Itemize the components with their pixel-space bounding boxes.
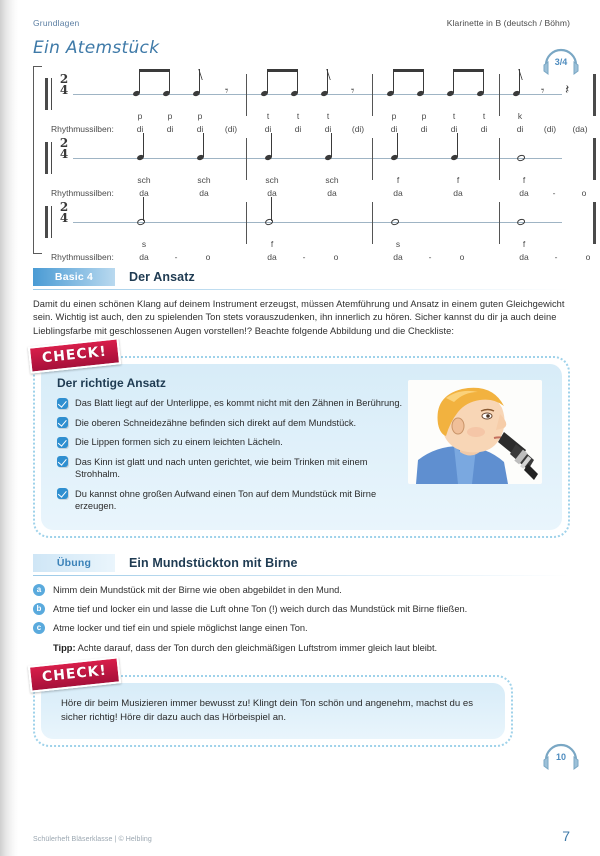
check-panel xyxy=(41,683,505,739)
rhythm-syllable: (da) xyxy=(572,124,588,134)
audio-track-number: 3/4 xyxy=(554,57,568,67)
check-text: Höre dir beim Musizieren immer bewusst zu! Klingt dein Ton schön und angenehm, machst du es sicher richtig! Höre dir dazu auch das Hörbeispiel an. xyxy=(61,697,474,723)
music-notation-system xyxy=(33,64,591,264)
eighth-rest: 𝄾 xyxy=(541,84,545,99)
rhythm-syllable: di xyxy=(450,124,458,134)
header-instrument-label: Klarinette in B (deutsch / Böhm) xyxy=(446,18,570,28)
barline xyxy=(246,138,247,180)
articulation-syllable: p xyxy=(391,111,397,121)
checklist-item xyxy=(57,397,404,410)
articulation-syllable: p xyxy=(137,111,143,121)
rhythm-syllables-label: Rhythmussilben: xyxy=(51,188,114,198)
rhythm-syllable: - xyxy=(554,252,558,262)
beam xyxy=(393,69,423,72)
beam xyxy=(267,69,297,72)
staff-line xyxy=(73,94,562,95)
quarter-rest: 𝄽 xyxy=(565,82,570,98)
boy-with-mouthpiece-illustration xyxy=(408,380,542,484)
rhythm-syllables-label: Rhythmussilben: xyxy=(51,252,114,262)
page-header xyxy=(33,18,570,28)
staff-3 xyxy=(33,192,591,262)
articulation-syllable: t xyxy=(266,111,270,121)
audio-track-number: 10 xyxy=(555,752,566,762)
articulation-syllable: t xyxy=(452,111,456,121)
footer-imprint: Schülerheft Bläserklasse | © Helbling xyxy=(33,836,152,843)
embouchure-illustration xyxy=(408,380,542,484)
audio-track-badge-bottom[interactable] xyxy=(538,741,584,775)
barline xyxy=(246,202,247,244)
rhythm-syllable: (di) xyxy=(351,124,365,134)
barline xyxy=(499,138,500,180)
basic-section xyxy=(33,268,570,338)
rhythm-syllable: o xyxy=(581,188,587,198)
time-signature: 2 4 xyxy=(59,136,69,161)
rhythm-syllable: da xyxy=(267,252,277,262)
checklist-item-text: Du kannst ohne großen Aufwand einen Ton auf dem Mundstück mit Birne erzeugen. xyxy=(75,488,377,512)
rhythm-syllable: o xyxy=(585,252,591,262)
uebung-badge: Übung xyxy=(33,554,115,572)
articulation-syllable: s xyxy=(141,239,147,249)
section-divider xyxy=(33,575,570,576)
staff-2 xyxy=(33,128,587,198)
end-barline xyxy=(593,202,596,244)
staff-line xyxy=(73,158,562,159)
barline xyxy=(372,202,373,244)
rhythm-syllable: di xyxy=(516,124,524,134)
articulation-syllable: k xyxy=(517,111,523,121)
tip-text: Achte darauf, dass der Ton durch den gleichmäßigen Luftstrom immer gleich laut bleibt. xyxy=(77,642,438,653)
checklist xyxy=(57,397,404,513)
uebung-step-list xyxy=(33,584,570,655)
rhythm-syllable: da xyxy=(327,188,337,198)
uebung-section-heading xyxy=(33,554,570,572)
rhythm-syllable: - xyxy=(428,252,432,262)
end-barline xyxy=(593,138,596,180)
rhythm-syllable: (di) xyxy=(543,124,557,134)
rhythm-syllables-label: Rhythmussilben: xyxy=(51,124,114,134)
check-badge: CHECK! xyxy=(28,338,121,374)
page-number: 7 xyxy=(562,828,570,844)
articulation-syllable: p xyxy=(197,111,203,121)
header-chapter-label: Grundlagen xyxy=(33,18,80,28)
rhythm-syllable: o xyxy=(205,252,211,262)
checkmark-icon xyxy=(57,398,68,409)
articulation-syllable: sch xyxy=(137,175,151,185)
articulation-syllable: f xyxy=(522,175,526,185)
basic-badge: Basic 4 xyxy=(33,268,115,286)
rhythm-syllable: di xyxy=(294,124,302,134)
rhythm-syllable: di xyxy=(390,124,398,134)
check-dotted-border xyxy=(33,356,570,538)
basic-section-title: Der Ansatz xyxy=(129,270,195,284)
articulation-syllable: f xyxy=(396,175,400,185)
staff-start-barline xyxy=(45,78,48,110)
articulation-syllable: sch xyxy=(265,175,279,185)
rhythm-syllable: da xyxy=(267,188,277,198)
step-text: Atme tief und locker ein und lasse die Luft ohne Ton (!) weich durch das Mundstück mit Birne fließen. xyxy=(53,603,468,614)
step-text: Nimm dein Mundstück mit der Birne wie oben abgebildet in den Mund. xyxy=(53,584,342,595)
uebung-step xyxy=(33,622,570,635)
basic-section-heading xyxy=(33,268,570,286)
step-marker: a xyxy=(33,584,45,596)
staff-1 xyxy=(33,64,588,134)
checkmark-icon xyxy=(57,417,68,428)
articulation-syllable: sch xyxy=(325,175,339,185)
checkmark-icon xyxy=(57,456,68,467)
staff-start-barline xyxy=(45,206,48,238)
checklist-item-text: Das Blatt liegt auf der Unterlippe, es kommt nicht mit den Zähnen in Berührung. xyxy=(75,398,403,409)
check-box-bottom xyxy=(33,662,513,747)
checklist-item xyxy=(57,417,404,430)
articulation-syllable: t xyxy=(296,111,300,121)
step-marker: b xyxy=(33,603,45,615)
rhythm-syllable: da xyxy=(519,188,529,198)
uebung-step xyxy=(33,584,570,597)
barline xyxy=(372,138,373,180)
checkmark-icon xyxy=(57,488,68,499)
check-title: Der richtige Ansatz xyxy=(57,376,166,391)
articulation-syllable: f xyxy=(456,175,460,185)
uebung-tip xyxy=(53,642,570,655)
time-signature: 2 4 xyxy=(59,200,69,225)
uebung-step xyxy=(33,603,570,616)
staff-line xyxy=(73,222,562,223)
checklist-item-text: Die oberen Schneidezähne befinden sich direkt auf dem Mundstück. xyxy=(75,417,357,428)
rhythm-syllable: o xyxy=(333,252,339,262)
rhythm-syllable: da xyxy=(393,188,403,198)
check-badge: CHECK! xyxy=(28,656,121,692)
staff-start-barline xyxy=(45,142,48,174)
check-dotted-border xyxy=(33,675,513,747)
rhythm-syllable: di xyxy=(324,124,332,134)
rhythm-syllable: da xyxy=(199,188,209,198)
eighth-rest: 𝄾 xyxy=(351,84,355,99)
checklist-item xyxy=(57,456,404,481)
section-divider xyxy=(33,289,570,290)
articulation-syllable: t xyxy=(482,111,486,121)
rhythm-syllable: di xyxy=(166,124,174,134)
rhythm-syllable: di xyxy=(136,124,144,134)
checklist-item-text: Die Lippen formen sich zu einem leichten Lächeln. xyxy=(75,437,283,448)
checklist-item-text: Das Kinn ist glatt und nach unten gerichtet, wie beim Trinken mit einem Strohhalm. xyxy=(75,456,368,480)
rhythm-syllable: di xyxy=(196,124,204,134)
rhythm-syllable: da xyxy=(139,188,149,198)
uebung-section xyxy=(33,554,570,655)
articulation-syllable: s xyxy=(395,239,401,249)
uebung-section-title: Ein Mundstückton mit Birne xyxy=(129,555,298,570)
rhythm-syllable: di xyxy=(480,124,488,134)
step-text: Atme locker und tief ein und spiele möglichst lange einen Ton. xyxy=(53,622,308,633)
rhythm-syllable: o xyxy=(459,252,465,262)
end-barline xyxy=(593,74,596,116)
rhythm-syllable: - xyxy=(174,252,178,262)
rhythm-syllable: - xyxy=(302,252,306,262)
beam xyxy=(453,69,483,72)
check-box-top xyxy=(33,343,570,538)
articulation-syllable: t xyxy=(326,111,330,121)
articulation-syllable: sch xyxy=(197,175,211,185)
time-signature: 2 4 xyxy=(59,72,69,97)
rhythm-syllable: (di) xyxy=(224,124,238,134)
page-footer xyxy=(33,828,570,844)
articulation-syllable: p xyxy=(167,111,173,121)
articulation-syllable: p xyxy=(421,111,427,121)
page-title: Ein Atemstück xyxy=(33,38,160,58)
rhythm-syllable: di xyxy=(420,124,428,134)
rhythm-syllable: da xyxy=(519,252,529,262)
barline xyxy=(246,74,247,116)
barline xyxy=(499,202,500,244)
rhythm-syllable: da xyxy=(393,252,403,262)
checklist-item xyxy=(57,436,404,449)
check-panel xyxy=(41,364,562,530)
eighth-rest: 𝄾 xyxy=(225,84,229,99)
checkmark-icon xyxy=(57,437,68,448)
articulation-syllable: f xyxy=(270,239,274,249)
barline xyxy=(372,74,373,116)
rhythm-syllable: - xyxy=(552,188,556,198)
beam xyxy=(139,69,169,72)
rhythm-syllable: da xyxy=(139,252,149,262)
checklist-item xyxy=(57,488,404,513)
barline xyxy=(499,74,500,116)
step-marker: c xyxy=(33,622,45,634)
articulation-syllable: f xyxy=(522,239,526,249)
tip-label: Tipp: xyxy=(53,642,76,653)
basic-section-paragraph: Damit du einen schönen Klang auf deinem Instrument erzeugst, müssen Atemführung und Ansatz in einem guten Gleichgewicht sein. Wichtig ist auch, den zu spielenden Ton stets vorauszudenken, ihn innerlich zu hören. Sicher kannst du dir ja auch deine Lieblingsfarbe mit geschlossenen Augen vorstellen!? Beachte folgende Abbildung und die Checkliste: xyxy=(33,299,565,336)
rhythm-syllable: da xyxy=(453,188,463,198)
rhythm-syllable: di xyxy=(264,124,272,134)
